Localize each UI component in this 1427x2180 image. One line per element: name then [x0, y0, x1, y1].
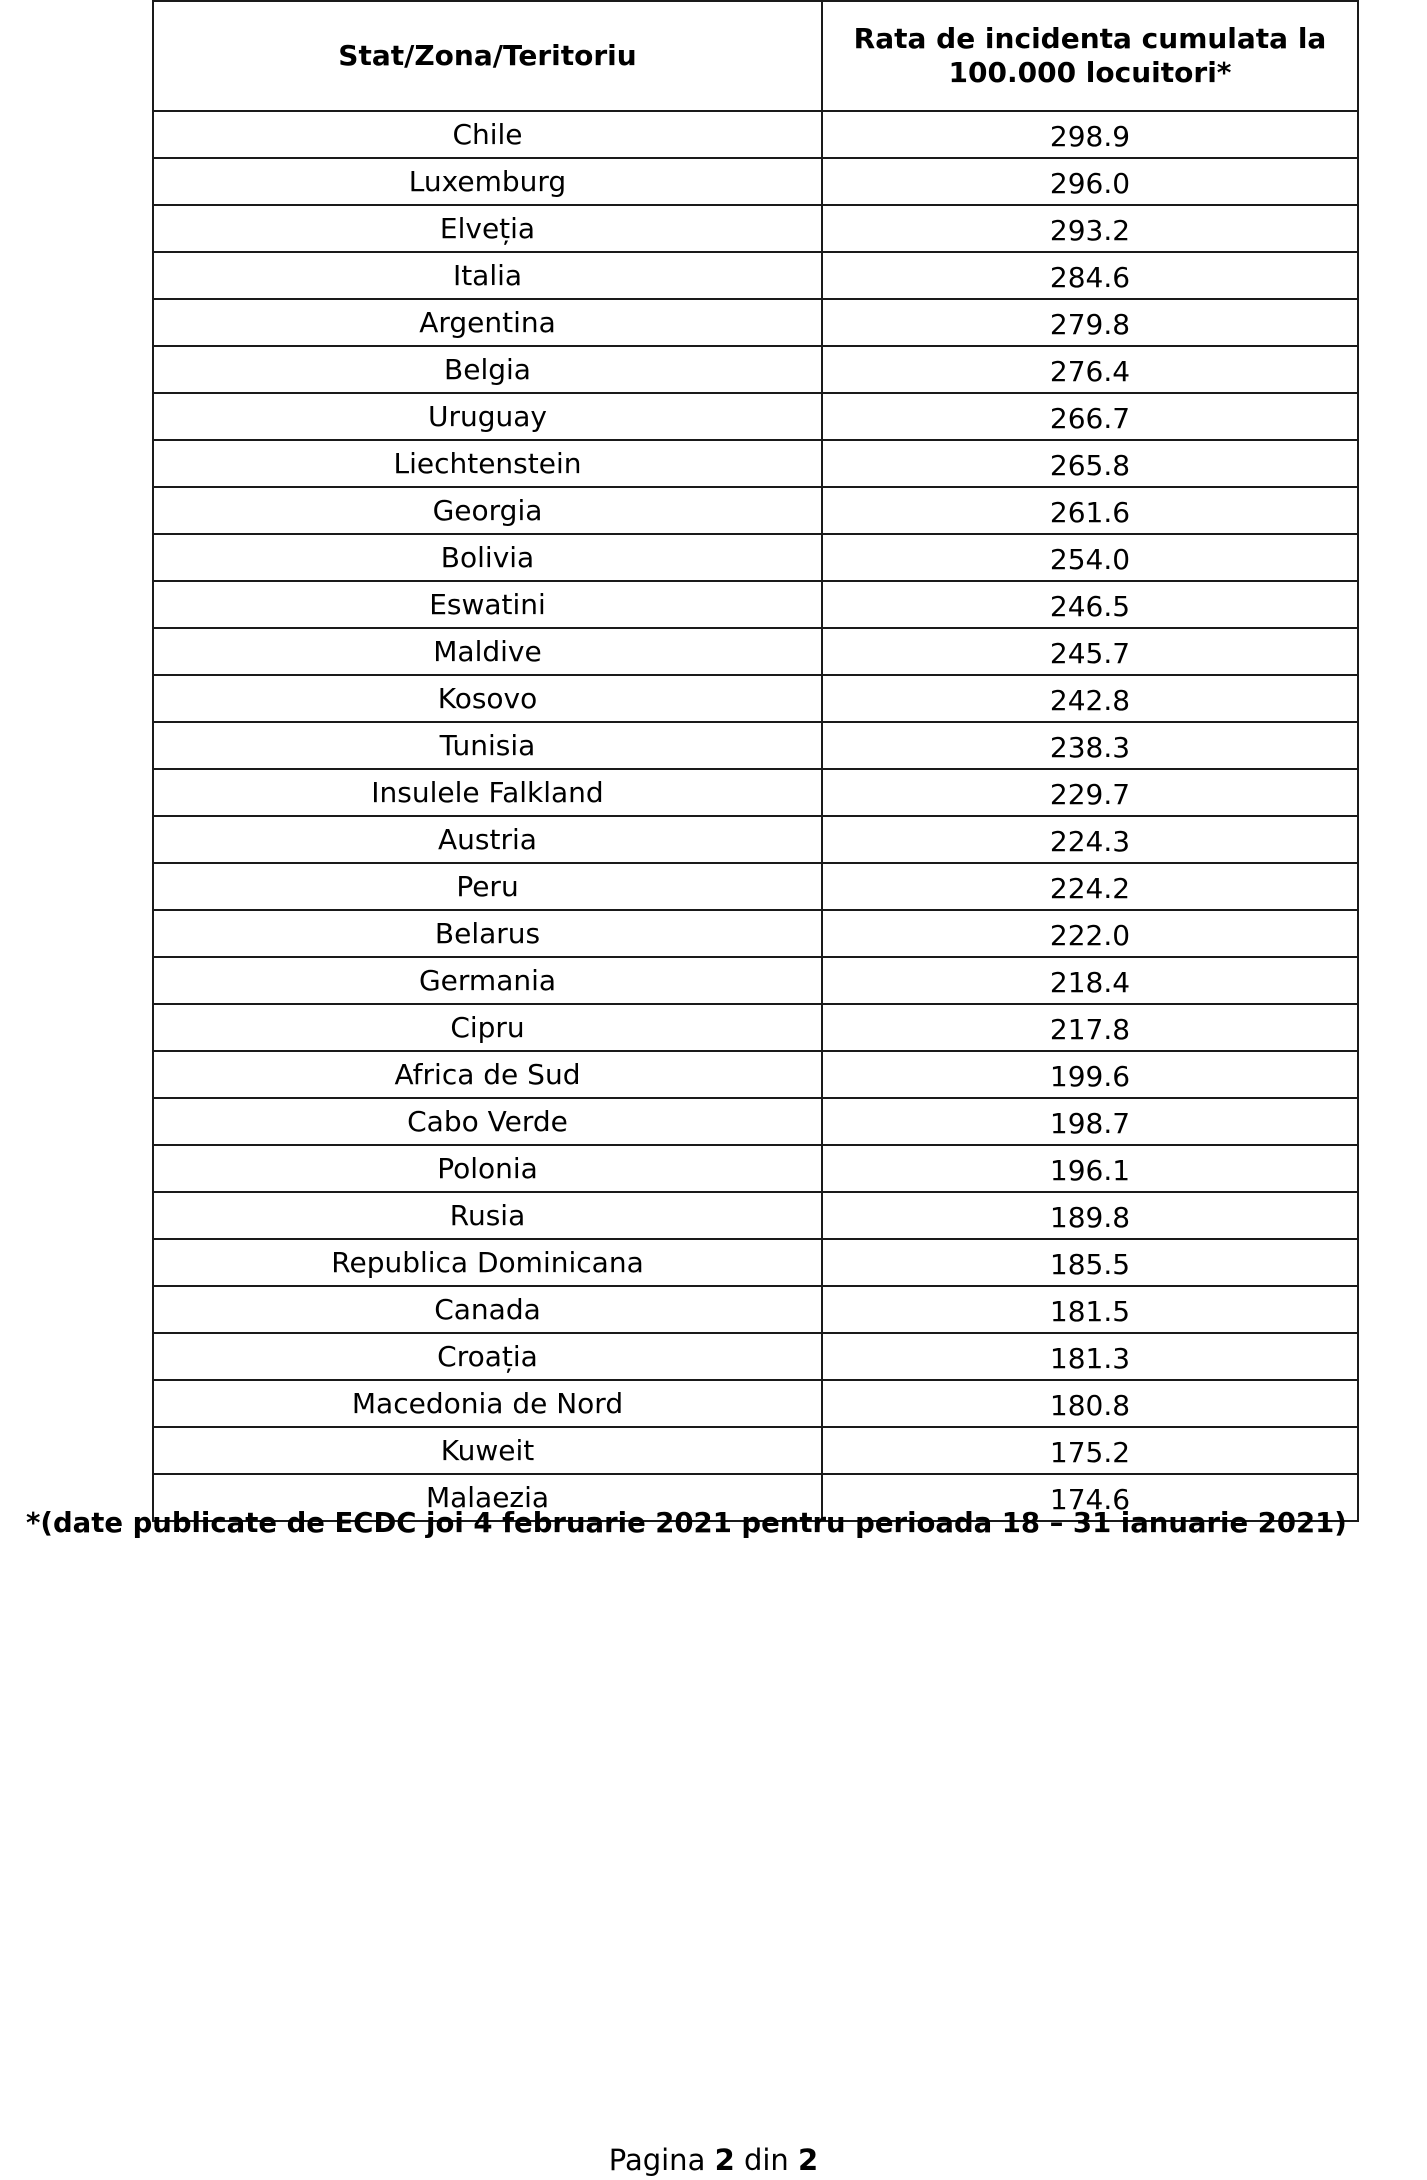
country-cell: Republica Dominicana — [153, 1239, 822, 1286]
incidence-value-cell: 217.8 — [822, 1004, 1358, 1051]
current-page-number: 2 — [714, 2143, 735, 2177]
incidence-value-cell: 265.8 — [822, 440, 1358, 487]
column-header-incidence-rate — [822, 1, 1358, 111]
table-row — [153, 205, 1358, 252]
country-cell: Bolivia — [153, 534, 822, 581]
table-row — [153, 675, 1358, 722]
table-header-row — [153, 1, 1358, 111]
country-cell: Peru — [153, 863, 822, 910]
country-cell: Maldive — [153, 628, 822, 675]
country-cell: Cipru — [153, 1004, 822, 1051]
incidence-value-cell: 296.0 — [822, 158, 1358, 205]
country-cell: Kosovo — [153, 675, 822, 722]
country-cell: Austria — [153, 816, 822, 863]
table-row — [153, 158, 1358, 205]
incidence-value-cell: 261.6 — [822, 487, 1358, 534]
country-cell: Luxemburg — [153, 158, 822, 205]
country-cell: Belarus — [153, 910, 822, 957]
incidence-value-cell: 224.3 — [822, 816, 1358, 863]
incidence-value-cell: 284.6 — [822, 252, 1358, 299]
page-word: Pagina — [608, 2143, 706, 2177]
incidence-value-cell: 196.1 — [822, 1145, 1358, 1192]
table-row — [153, 252, 1358, 299]
incidence-value-cell: 242.8 — [822, 675, 1358, 722]
table-row — [153, 299, 1358, 346]
table-row — [153, 111, 1358, 158]
country-cell: Italia — [153, 252, 822, 299]
table-row — [153, 1192, 1358, 1239]
column-header-incidence-line1: Rata de incidenta cumulata la — [853, 22, 1327, 55]
table-row — [153, 440, 1358, 487]
incidence-value-cell: 218.4 — [822, 957, 1358, 1004]
table-row — [153, 534, 1358, 581]
table-row — [153, 1098, 1358, 1145]
table-row — [153, 1380, 1358, 1427]
incidence-value-cell: 245.7 — [822, 628, 1358, 675]
country-cell: Macedonia de Nord — [153, 1380, 822, 1427]
table-row — [153, 1004, 1358, 1051]
table-row — [153, 1239, 1358, 1286]
table-row — [153, 628, 1358, 675]
incidence-value-cell: 185.5 — [822, 1239, 1358, 1286]
of-word: din — [743, 2143, 789, 2177]
country-cell: Belgia — [153, 346, 822, 393]
incidence-value-cell: 180.8 — [822, 1380, 1358, 1427]
incidence-value-cell: 293.2 — [822, 205, 1358, 252]
table-row — [153, 1286, 1358, 1333]
column-header-incidence-line2: 100.000 locuitori* — [948, 56, 1232, 89]
table-row — [153, 1427, 1358, 1474]
table-row — [153, 910, 1358, 957]
table-row — [153, 863, 1358, 910]
country-cell: Cabo Verde — [153, 1098, 822, 1145]
incidence-value-cell: 276.4 — [822, 346, 1358, 393]
country-cell: Uruguay — [153, 393, 822, 440]
incidence-value-cell: 174.6 — [822, 1474, 1358, 1521]
country-cell: Polonia — [153, 1145, 822, 1192]
incidence-value-cell: 175.2 — [822, 1427, 1358, 1474]
incidence-value-cell: 181.3 — [822, 1333, 1358, 1380]
incidence-value-cell: 254.0 — [822, 534, 1358, 581]
incidence-value-cell: 298.9 — [822, 111, 1358, 158]
country-cell: Chile — [153, 111, 822, 158]
country-cell: Canada — [153, 1286, 822, 1333]
table-row — [153, 1145, 1358, 1192]
incidence-value-cell: 181.5 — [822, 1286, 1358, 1333]
incidence-value-cell: 266.7 — [822, 393, 1358, 440]
table-row — [153, 722, 1358, 769]
country-cell: Georgia — [153, 487, 822, 534]
incidence-table — [152, 0, 1359, 1522]
table-row — [153, 957, 1358, 1004]
table-row — [153, 1333, 1358, 1380]
table-row — [153, 816, 1358, 863]
table-row — [153, 346, 1358, 393]
incidence-value-cell: 279.8 — [822, 299, 1358, 346]
country-cell: Kuweit — [153, 1427, 822, 1474]
column-header-country: Stat/Zona/Teritoriu — [153, 1, 822, 111]
incidence-value-cell: 238.3 — [822, 722, 1358, 769]
country-cell: Argentina — [153, 299, 822, 346]
country-cell: Tunisia — [153, 722, 822, 769]
country-cell: Croația — [153, 1333, 822, 1380]
country-cell: Liechtenstein — [153, 440, 822, 487]
incidence-value-cell: 229.7 — [822, 769, 1358, 816]
table-row — [153, 393, 1358, 440]
country-cell: Malaezia — [153, 1474, 822, 1521]
table-body — [153, 111, 1358, 1521]
country-cell: Africa de Sud — [153, 1051, 822, 1098]
incidence-value-cell: 189.8 — [822, 1192, 1358, 1239]
country-cell: Eswatini — [153, 581, 822, 628]
table-row — [153, 769, 1358, 816]
page-footer — [0, 2143, 1427, 2177]
country-cell: Elveția — [153, 205, 822, 252]
incidence-value-cell: 199.6 — [822, 1051, 1358, 1098]
table-row — [153, 581, 1358, 628]
total-pages-number: 2 — [798, 2143, 819, 2177]
incidence-value-cell: 198.7 — [822, 1098, 1358, 1145]
footnote: *(date publicate de ECDC joi 4 februarie 2021 pentru perioada 18 – 31 ianuarie 2021) — [26, 1507, 1347, 1539]
table-row — [153, 1051, 1358, 1098]
incidence-value-cell: 224.2 — [822, 863, 1358, 910]
incidence-value-cell: 246.5 — [822, 581, 1358, 628]
country-cell: Germania — [153, 957, 822, 1004]
incidence-value-cell: 222.0 — [822, 910, 1358, 957]
country-cell: Insulele Falkland — [153, 769, 822, 816]
country-cell: Rusia — [153, 1192, 822, 1239]
table-row — [153, 487, 1358, 534]
